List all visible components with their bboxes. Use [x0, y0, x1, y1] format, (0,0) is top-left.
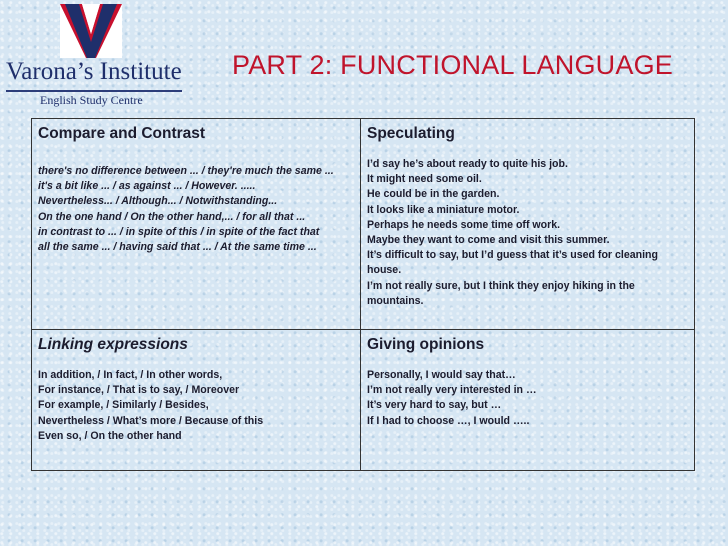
list-item: Maybe they want to come and visit this summer.	[367, 234, 610, 247]
list-item: For example, / Similarly / Besides,	[38, 399, 209, 412]
giving-opinions-list	[367, 368, 688, 429]
list-item: It might need some oil.	[367, 173, 482, 186]
speculating-list	[367, 157, 688, 309]
list-item: On the one hand / On the other hand,... / for all that ...	[38, 210, 306, 223]
list-item: It looks like a miniature motor.	[367, 203, 520, 216]
list-item: Personally, I would say that…	[367, 369, 516, 381]
giving-opinions-cell	[361, 330, 694, 470]
page-title: PART 2: FUNCTIONAL LANGUAGE	[232, 50, 673, 80]
list-item: it's a bit like ... / as against ... / However. .....	[38, 180, 256, 193]
list-item: He could be in the garden.	[367, 188, 500, 201]
list-item: It’s difficult to say, but I’d guess that it’s used for cleaning house.	[367, 249, 658, 277]
institute-subtitle: English Study Centre	[40, 93, 143, 107]
compare-contrast-cell	[32, 119, 361, 330]
list-item: In addition, / In fact, / In other words,	[38, 369, 223, 381]
linking-expressions-cell	[32, 330, 361, 470]
list-item: If I had to choose …, I would …..	[367, 414, 530, 427]
giving-opinions-title: Giving opinions	[367, 336, 485, 353]
institute-name: Varona’s Institute	[6, 58, 182, 85]
institute-logo	[0, 0, 195, 112]
linking-expressions-list	[38, 368, 354, 444]
list-item: Nevertheless / What’s more / Because of this	[38, 414, 264, 427]
speculating-title: Speculating	[367, 125, 455, 142]
linking-expressions-title: Linking expressions	[38, 336, 188, 353]
list-item: I’d say he’s about ready to quite his job.	[367, 158, 568, 170]
list-item: Perhaps he needs some time off work.	[367, 218, 561, 231]
list-item: I’m not really sure, but I think they enjoy hiking in the mountains.	[367, 279, 635, 307]
list-item: I’m not really very interested in …	[367, 384, 537, 397]
v-shield-icon	[60, 4, 122, 58]
list-item: in contrast to ... / in spite of this / in spite of the fact that	[38, 225, 320, 238]
list-item: For instance, / That is to say, / Moreover	[38, 384, 240, 397]
compare-contrast-list	[38, 164, 354, 255]
compare-contrast-title: Compare and Contrast	[38, 125, 206, 142]
list-item: It’s very hard to say, but …	[367, 399, 502, 412]
logo-divider	[6, 90, 182, 92]
list-item: there's no difference between ... / they're much the same ...	[38, 165, 334, 177]
phrase-table	[31, 118, 695, 471]
list-item: all the same ... / having said that ... / At the same time ...	[38, 241, 317, 254]
list-item: Even so, / On the other hand	[38, 429, 182, 442]
list-item: Nevertheless... / Although... / Notwithstanding...	[38, 195, 278, 208]
speculating-cell	[361, 119, 694, 330]
